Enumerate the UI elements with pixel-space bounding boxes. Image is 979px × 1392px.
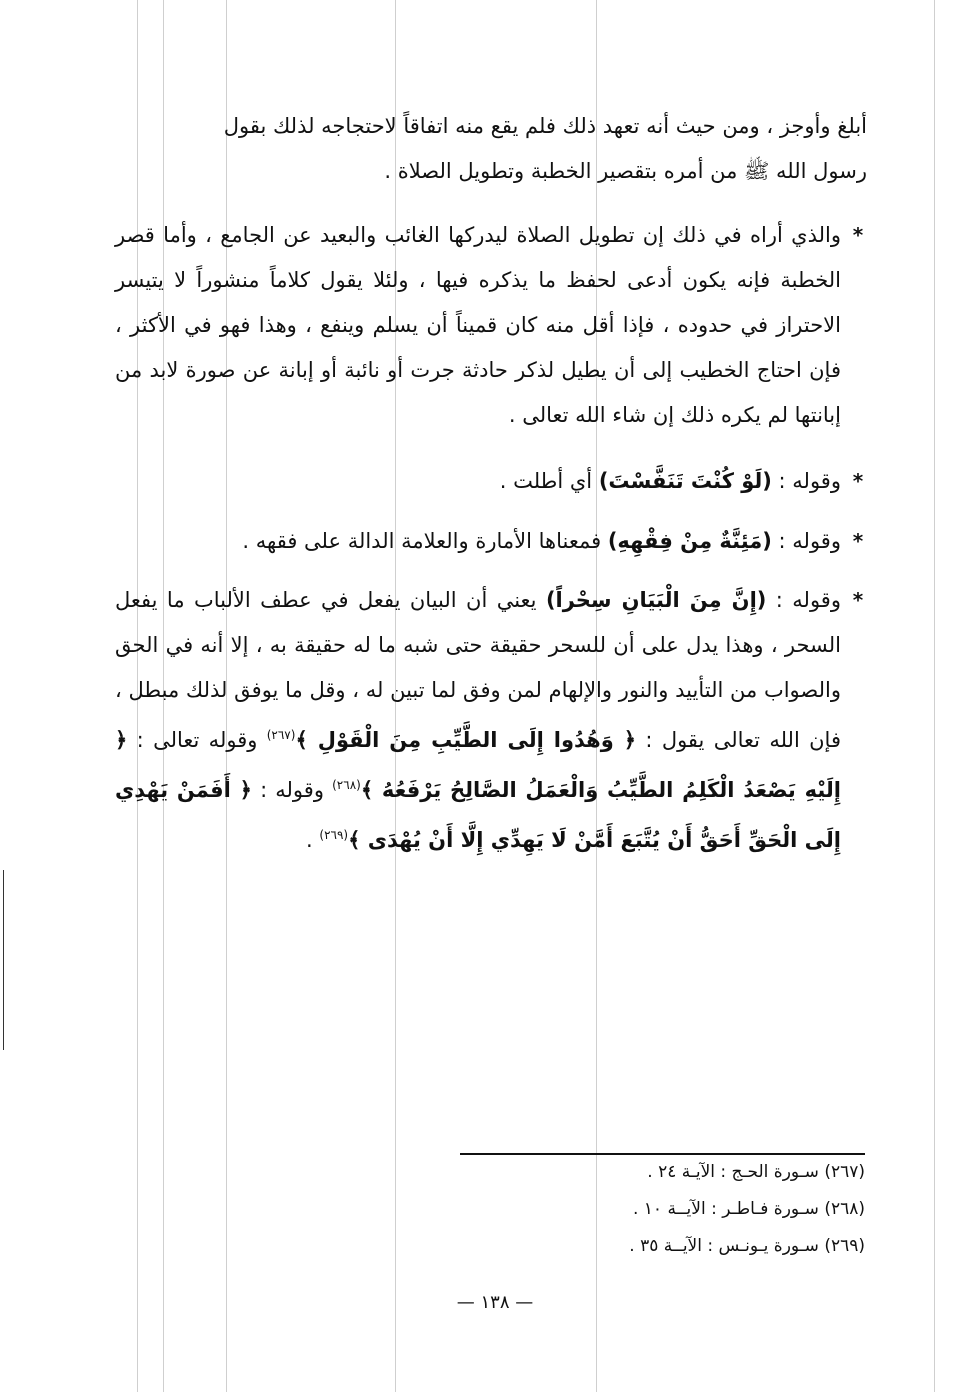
bullet-star: * bbox=[852, 469, 864, 493]
quran-verse-fatir-10: ﴿ إِلَيْهِ يَصْعَدُ الْكَلِمُ الطَّيِّبُ وَالْعَمَلُ الصَّالِحُ يَرْفَعُهُ ﴾ bbox=[115, 728, 841, 802]
hadith-quote-tanaffasta: (لَوْ كُنْتَ تَنَفَّسْتَ) bbox=[598, 469, 772, 493]
footnote-267: (٢٦٧) سـورة الحـج : الآيـة ٢٤ . bbox=[647, 1162, 865, 1182]
paragraph-5 bbox=[115, 578, 867, 863]
hadith-quote-mainnah: (مَئِنَّةٌ مِنْ فِقْهِهِ) bbox=[607, 529, 772, 553]
quran-verse-yunus-35: ﴿ أَفَمَنْ يَهْدِي إِلَى الْحَقِّ أَحَقُّ أَنْ يُتَّبَعَ أَمَّنْ لَا يَهِدِّي إِلَّا أَنْ يُهْدَى ﴾ bbox=[115, 778, 841, 852]
footnote-divider bbox=[460, 1153, 865, 1155]
page-number: — ١٣٨ — bbox=[456, 1292, 534, 1313]
paragraph-5-mid-2: وقوله : bbox=[251, 778, 333, 802]
paragraph-1-line-1: أبلغ وأوجز ، ومن حيث أنه تعهد ذلك فلم يقع منه اتفاقاً لاحتجاجه لذلك بقول bbox=[223, 114, 867, 138]
paragraph-1-line-2: رسول الله ﷺ من أمره بتقصير الخطبة وتطويل الصلاة . bbox=[384, 159, 867, 183]
paragraph-4 bbox=[115, 519, 867, 564]
bullet-star: * bbox=[852, 529, 864, 553]
footnote-268: (٢٦٨) سـورة فـاطـر : الآيــة ١٠ . bbox=[632, 1199, 865, 1219]
scan-artifact-line bbox=[934, 0, 935, 1392]
paragraph-5-text bbox=[115, 578, 867, 863]
scan-artifact-line bbox=[3, 870, 4, 1050]
paragraph-2-text: والذي أراه في ذلك إن تطويل الصلاة ليدركها الغائب والبعيد عن الجامع ، وأما قصر الخطبة فإنه يكون أدعى لحفظ ما يذكره فيها ، ولئلا يقول كلاماً منشوراً لا يتيسر الاحتراز في حدوده ، فإذا أقل منه كان قميناً أن يسلم وينفع ، وهذا فهو في الأكثر ، فإن احتاج الخطيب إلى أن يطيل لذكر حادثة جرت أو نائبة أو إبانة عن صورة لابد من إبانتها لم يكره ذلك إن شاء الله تعالى . bbox=[115, 223, 841, 427]
paragraph-5-end: . bbox=[306, 828, 320, 852]
footnote-ref-267: (٢٦٧) bbox=[266, 728, 296, 742]
paragraph-3-text bbox=[115, 459, 867, 504]
bullet-star: * bbox=[852, 588, 864, 612]
paragraph-5-body: يعني أن البيان يفعل في عطف الألباب ما يفعل السحر ، وهذا يدل على أن للسحر حقيقة حتى شبه ما له حقيقة به ، إلا أنه في الحق والصواب من التأييد والنور والإلهام لمن وفق لما تبين له ، وقل ما يوفق لذلك مبطل ، فإن الله تعالى يقول : bbox=[115, 588, 841, 752]
paragraph-2 bbox=[115, 213, 867, 438]
paragraph-3-rest: أي أطلت . bbox=[499, 469, 599, 493]
footnote-269: (٢٦٩) سـورة يـونـس : الآيــة ٣٥ . bbox=[629, 1236, 865, 1256]
paragraph-4-intro: وقوله : bbox=[771, 529, 841, 553]
footnote-ref-269: (٢٦٩) bbox=[319, 828, 349, 842]
paragraph-4-text bbox=[115, 519, 867, 564]
footnote-ref-268: (٢٦٨) bbox=[332, 778, 361, 792]
paragraph-5-intro: وقوله : bbox=[766, 588, 841, 612]
paragraph-3-intro: وقوله : bbox=[771, 469, 841, 493]
paragraph-3 bbox=[115, 459, 867, 504]
bullet-star: * bbox=[852, 223, 864, 247]
hadith-quote-bayan: (إِنَّ مِنَ الْبَيَانِ سِحْراً) bbox=[545, 588, 767, 612]
quran-verse-hajj-24: ﴿ وَهُدُوا إِلَى الطَّيِّبِ مِنَ الْقَوْلِ ﴾ bbox=[295, 728, 637, 752]
paragraph-5-mid: وقوله تعالى : bbox=[127, 728, 267, 752]
paragraph-4-rest: فمعناها الأمارة والعلامة الدالة على فقهه . bbox=[242, 529, 608, 553]
paragraph-1 bbox=[115, 104, 867, 194]
